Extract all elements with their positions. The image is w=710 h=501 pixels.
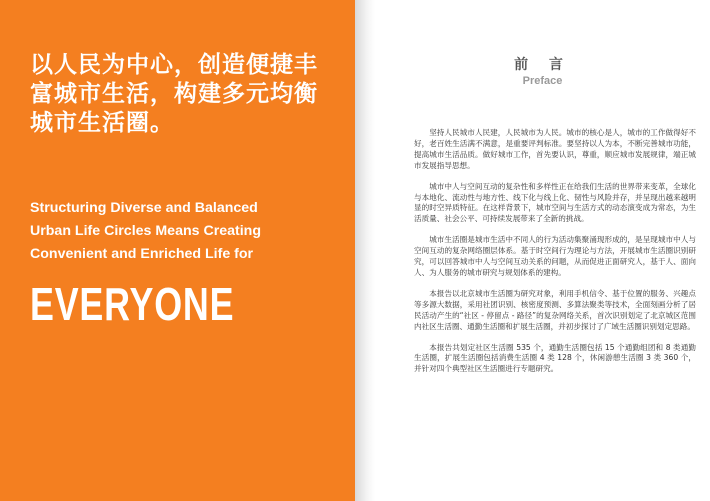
chinese-headline: [30, 51, 350, 138]
chinese-headline-line: 城市生活圈。: [30, 110, 174, 136]
preface-paragraph: 本报告共划定社区生活圈 535 个，通勤生活圈包括 15 个通勤组团和 8 类通勤生活圈，扩展生活圈包括消费生活圈 4 类 128 个，休闲游憩生活圈 3 类 360 个，并针对四个典型社区生活圈进行专题研究。: [414, 342, 696, 374]
everyone-heading: EVERYONE: [30, 278, 235, 330]
page-gutter-shadow: [355, 0, 375, 501]
preface-body: [414, 128, 696, 385]
preface-title-chinese: 前 言: [514, 57, 571, 73]
preface-paragraph: 坚持人民城市人民建，人民城市为人民。城市的核心是人，城市的工作做得好不好，老百姓生活满不满意，是重要评判标准。要坚持以人为本，不断完善城市功能，提高城市生活品质。做好城市工作，首先要认识，尊重，顺应城市发展规律，端正城市发展指导思想。: [414, 128, 696, 170]
english-headline-line: Structuring Diverse and Balanced: [30, 200, 258, 216]
chinese-headline-line: 以人民为中心，创造便捷丰: [30, 52, 318, 78]
preface-paragraph: 城市生活圈是城市生活中不同人的行为活动集聚涌现形成的，是呈现城市中人与空间互动的复杂网络圈层体系。基于时空间行为理论与方法，开展城市生活圈识别研究，可以回答城市中人与空间互动关系的问题，从而促进正面研究人，基于人、面向人、为人服务的城市研究与规划体系的建构。: [414, 235, 696, 277]
preface-paragraph: 本报告以北京城市生活圈为研究对象，利用手机信令、基于位置的服务、兴趣点等多源大数据，采用社团识别、核密度预测、多算法聚类等技术，全面刻画分析了居民活动产生的“社区 - 停留点 - 路径”的复杂网络关系，首次识别划定了北京城区范围内社区生活圈、通勤生活圈和扩展生活圈，并初步探讨了广域生活圈识别划定思路。: [414, 288, 696, 331]
english-headline: [30, 197, 340, 266]
right-text-panel: [375, 0, 710, 501]
english-headline-line: Convenient and Enriched Life for: [30, 246, 254, 262]
english-headline-line: Urban Life Circles Means Creating: [30, 223, 262, 239]
preface-paragraph: 城市中人与空间互动的复杂性和多样性正在给我们生活的世界带来变革，全球化与本地化、流动性与地方性、线下化与线上化、韧性与风险并存，并呈现出越来越明显的时空异质特征。在这样背景下，城市空间与生活方式的动态演变成为常态，为生活质量、社会公平、可持续发展带来了全新的挑战。: [414, 181, 696, 224]
chinese-headline-line: 富城市生活，构建多元均衡: [30, 81, 318, 107]
preface-title-english: Preface: [522, 75, 563, 87]
